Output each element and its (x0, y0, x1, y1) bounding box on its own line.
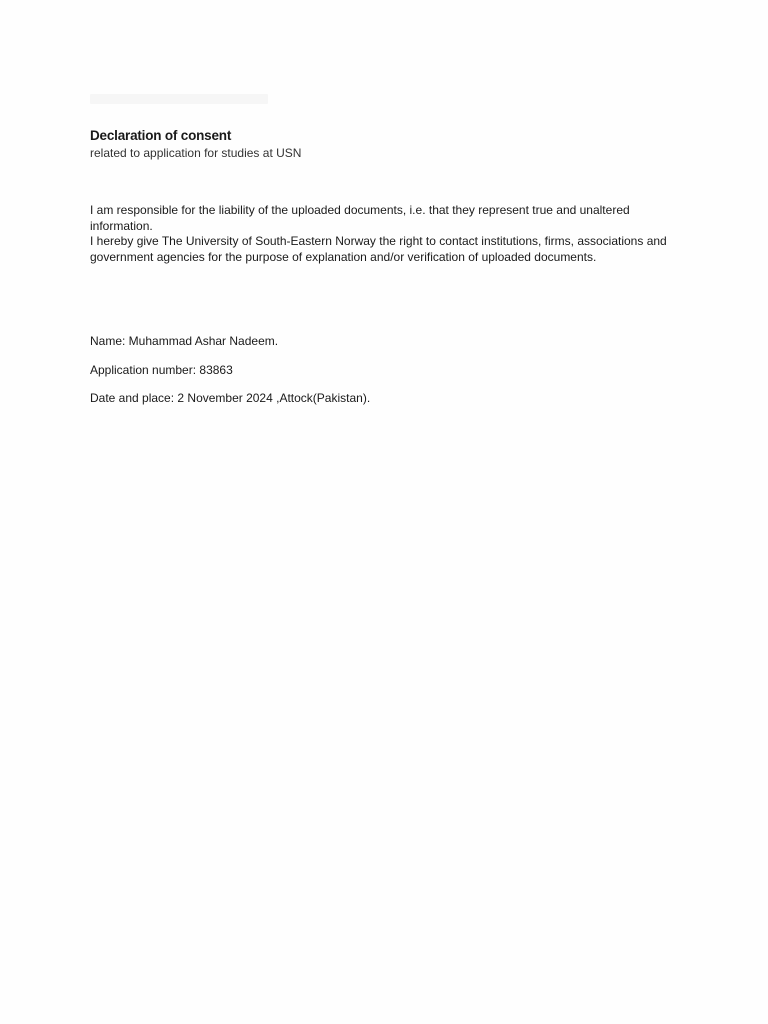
verification-paragraph: I hereby give The University of South-Eastern Norway the right to contact institutions, firms, associations and government agencies for the purpose of explanation and/or verification of uploaded documents. (90, 234, 667, 264)
liability-paragraph: I am responsible for the liability of the uploaded documents, i.e. that they represent true and unaltered information. (90, 203, 630, 233)
faint-header-mark (90, 94, 268, 104)
date-place-field: Date and place: 2 November 2024 ,Attock(Pakistan). (90, 391, 371, 405)
application-number-field: Application number: 83863 (90, 363, 233, 377)
document-subtitle: related to application for studies at USN (90, 146, 302, 160)
name-field: Name: Muhammad Ashar Nadeem. (90, 334, 279, 348)
document-title: Declaration of consent (90, 128, 232, 143)
declaration-body (90, 203, 690, 265)
